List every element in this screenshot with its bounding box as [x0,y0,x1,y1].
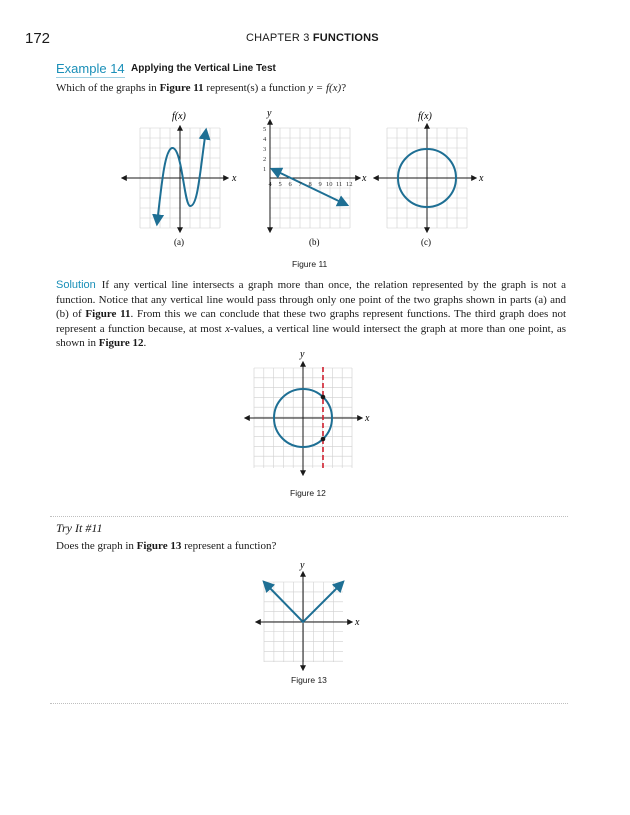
cubic-curve-a [157,130,206,224]
x-tick-label: 9 [318,181,322,188]
x-axis-label-13: x [355,617,360,628]
x-tick-label: 4 [268,181,272,188]
solution-label: Solution [56,279,96,291]
y-axis-label-b: y [267,108,272,119]
example-title: Applying the Vertical Line Test [131,63,276,74]
graph-label-c: (c) [421,237,431,247]
solution-paragraph: Solution If any vertical line intersects a graph more than once, the relation represented by the graph is not a function. Notice that any vertical line would pass through only one point of the two graphs shown in parts (a) and (b) of Figure 11. From this we can conclude that these two graphs represent functions. The third graph does not represent a function because, at most x-values, a vertical line would intersect the graph at more than one point, as shown in Figure 12. [56,279,567,349]
example-question: Which of the graphs in Figure 11 represent(s) a function y = f(x)? [56,82,347,94]
figure-reference: Figure 12 [98,337,144,349]
figure-11 [0,0,630,260]
y-axis-label-13: y [300,560,305,571]
figure-12 [0,340,630,490]
figure-11-caption: Figure 11 [292,259,328,269]
x-axis-label-b: x [362,173,367,184]
y-tick-label: 3 [263,146,267,153]
y-axis-label-c: f(x) [418,111,432,122]
x-tick-label: 12 [346,181,353,188]
y-axis-label-a: f(x) [172,111,186,122]
x-tick-label: 5 [278,181,282,188]
section-divider [50,516,568,517]
tick-labels-b [263,126,353,188]
figure-reference: Figure 13 [136,540,182,552]
graph-label-a: (a) [174,237,184,247]
try-it-label: Try It #11 [56,521,103,535]
example-label: Example 14 [56,61,125,76]
graph-c [374,111,484,247]
y-axis-label-12: y [300,349,305,360]
try-it-question: Does the graph in Figure 13 represent a function? [56,540,277,552]
x-tick-label: 11 [336,181,343,188]
intersection-point-bottom [321,437,326,442]
x-tick-label: 7 [298,181,302,188]
figure-reference: Figure 11 [159,82,204,94]
section-divider [50,703,568,704]
page-number: 172 [25,30,51,47]
y-tick-label: 5 [263,126,267,133]
chapter-title: FUNCTIONS [312,32,379,44]
graph-a [122,111,237,247]
x-axis-label-a: x [232,173,237,184]
y-tick-label: 4 [263,136,267,143]
x-tick-label: 10 [326,181,333,188]
y-tick-label: 2 [263,156,267,163]
chapter-label: CHAPTER 3 [246,32,310,44]
figure-12-caption: Figure 12 [290,488,326,498]
intersection-point-top [321,395,326,400]
x-tick-label: 6 [288,181,292,188]
x-tick-label: 8 [308,181,312,188]
x-axis-label-c: x [479,173,484,184]
y-tick-label: 1 [263,166,267,173]
graph-b [263,108,367,247]
figure-13-caption: Figure 13 [291,675,327,685]
x-axis-label-12: x [365,413,370,424]
graph-label-b: (b) [309,237,320,247]
function-notation: y = f(x) [308,82,342,94]
figure-13 [0,555,630,675]
figure-reference: Figure 11 [85,308,131,320]
